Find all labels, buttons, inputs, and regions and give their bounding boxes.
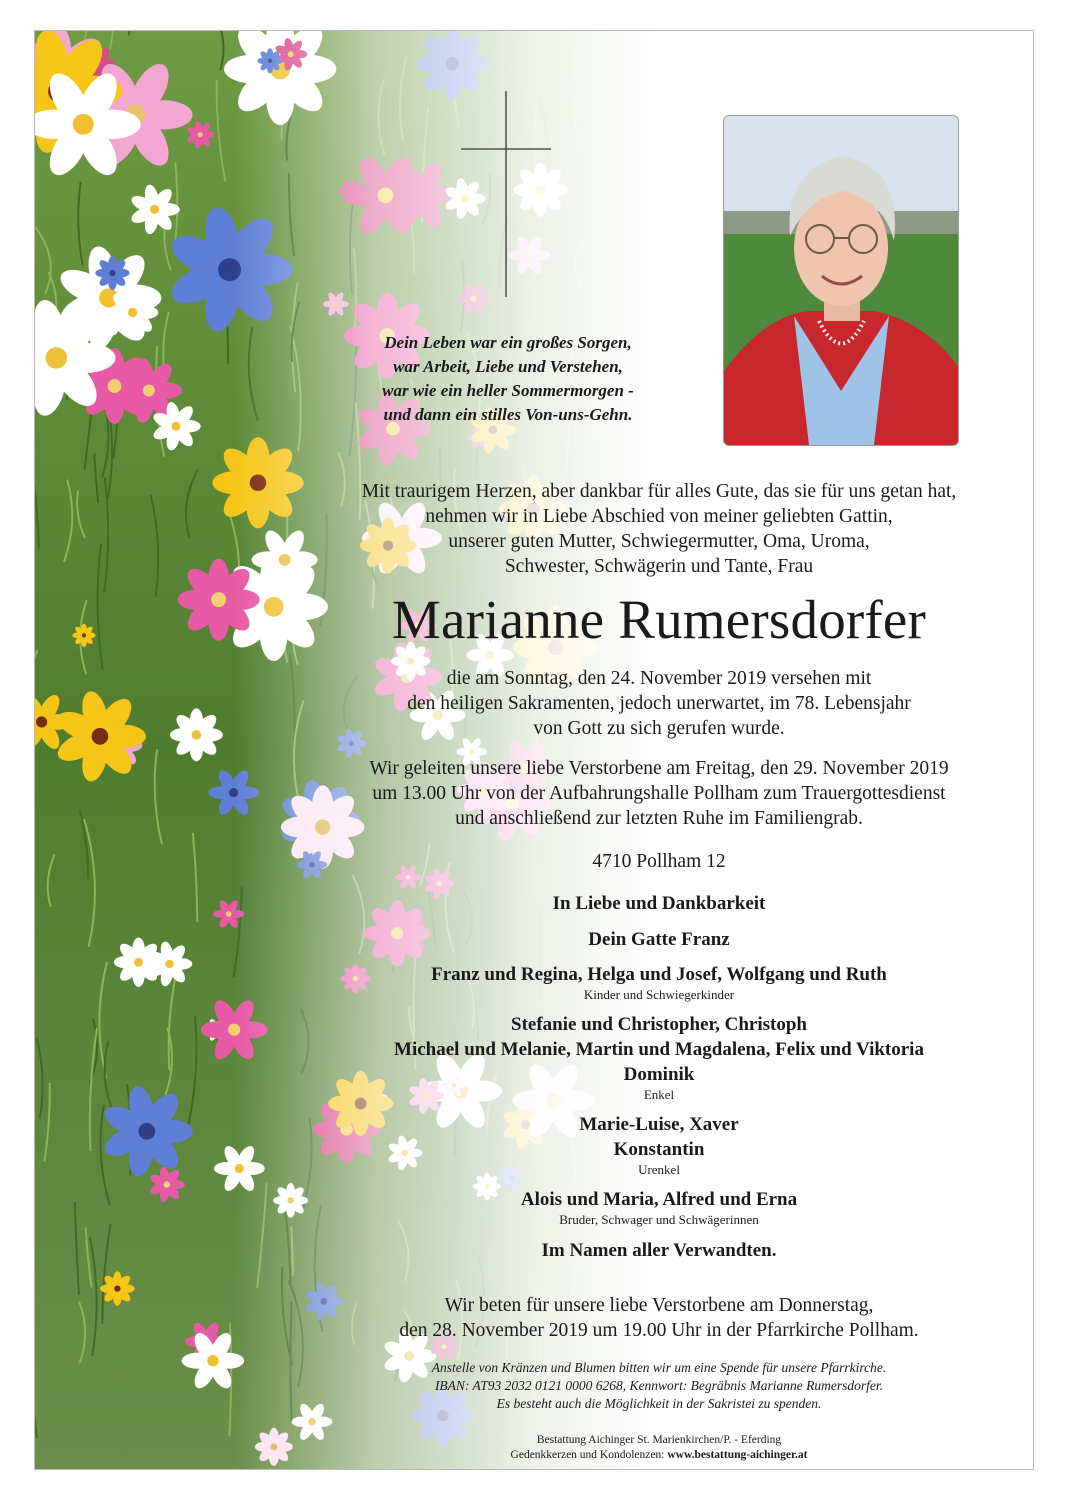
intro-line: nehmen wir in Liebe Abschied von meiner geliebten Gattin, (425, 506, 893, 527)
poem-line: war Arbeit, Liebe und Verstehen, (393, 357, 623, 376)
obituary-card (34, 30, 1034, 1470)
undertaker-info (303, 1433, 1015, 1463)
deceased-portrait-photo (723, 115, 959, 446)
prayer-line: Wir beten für unsere liebe Verstorbene am Donnerstag, (444, 1295, 874, 1316)
grandchildren-label: Enkel (643, 1087, 675, 1102)
condolence-prefix: Gedenkkerzen und Kondolenzen: (510, 1449, 665, 1461)
memorial-poem (303, 331, 713, 427)
grandchildren-names: Michael und Melanie, Martin und Magdalena, Felix und Viktoria (394, 1039, 924, 1060)
spouse-name: Dein Gatte Franz (588, 929, 730, 950)
family-address: 4710 Pollham 12 (592, 851, 726, 872)
siblings-label: Bruder, Schwager und Schwägerinnen (559, 1212, 759, 1227)
great-grandchildren-names: Konstantin (613, 1139, 705, 1160)
undertaker-name: Bestattung Aichinger St. Marienkirchen/P. - Eferding (536, 1434, 782, 1446)
children-label: Kinder und Schwiegerkinder (583, 987, 735, 1002)
poem-line: und dann ein stilles Von-uns-Gehn. (383, 405, 633, 424)
funeral-details (303, 756, 1015, 831)
intro-paragraph (303, 479, 1015, 579)
undertaker-website-link[interactable]: www.bestattung-aichinger.at (667, 1449, 808, 1461)
siblings-names: Alois und Maria, Alfred und Erna (520, 1189, 798, 1210)
great-grandchildren-label: Urenkel (638, 1162, 680, 1177)
mourners-heading: In Liebe und Dankbarkeit (552, 893, 766, 914)
death-notice-line: die am Sonntag, den 24. November 2019 versehen mit (446, 668, 872, 689)
donation-request (303, 1359, 1015, 1413)
intro-line: Mit traurigem Herzen, aber dankbar für alles Gute, das sie für uns getan hat, (361, 481, 957, 502)
death-notice-line: den heiligen Sakramenten, jedoch unerwartet, im 78. Lebensjahr (407, 693, 911, 714)
funeral-line: um 13.00 Uhr von der Aufbahrungshalle Pollham zum Trauergottesdienst (372, 783, 946, 804)
donation-line: Anstelle von Kränzen und Blumen bitten wir um eine Spende für unsere Pfarrkirche. (431, 1360, 887, 1375)
death-notice (303, 666, 1015, 741)
children-names: Franz und Regina, Helga und Josef, Wolfgang und Ruth (431, 964, 887, 985)
funeral-line: Wir geleiten unsere liebe Verstorbene am Freitag, den 29. November 2019 (369, 758, 949, 779)
grandchildren-names: Stefanie und Christopher, Christoph (511, 1014, 807, 1035)
condolence-line (303, 1448, 1015, 1463)
mourners-section (303, 891, 1015, 1263)
grandchildren-names: Dominik (623, 1064, 695, 1085)
donation-line: Es besteht auch die Möglichkeit in der Sakristei zu spenden. (496, 1396, 822, 1411)
intro-line: Schwester, Schwägerin und Tante, Frau (504, 556, 814, 577)
relatives-line: Im Namen aller Verwandten. (541, 1240, 777, 1261)
funeral-line: und anschließend zur letzten Ruhe im Familiengrab. (455, 808, 863, 829)
great-grandchildren-names: Marie-Luise, Xaver (579, 1114, 739, 1135)
intro-line: unserer guten Mutter, Schwiegermutter, Oma, Uroma, (448, 531, 870, 552)
prayer-line: den 28. November 2019 um 19.00 Uhr in der Pfarrkirche Pollham. (399, 1320, 919, 1341)
donation-line: IBAN: AT93 2032 0121 0000 6268, Kennwort: Begräbnis Marianne Rumersdorfer. (434, 1378, 884, 1393)
death-notice-line: von Gott zu sich gerufen wurde. (533, 718, 785, 739)
poem-line: war wie ein heller Sommermorgen - (382, 381, 634, 400)
poem-line: Dein Leben war ein großes Sorgen, (384, 333, 632, 352)
cross-icon (461, 89, 551, 299)
prayer-service (303, 1293, 1015, 1343)
deceased-name: Marianne Rumersdorfer (391, 589, 927, 650)
